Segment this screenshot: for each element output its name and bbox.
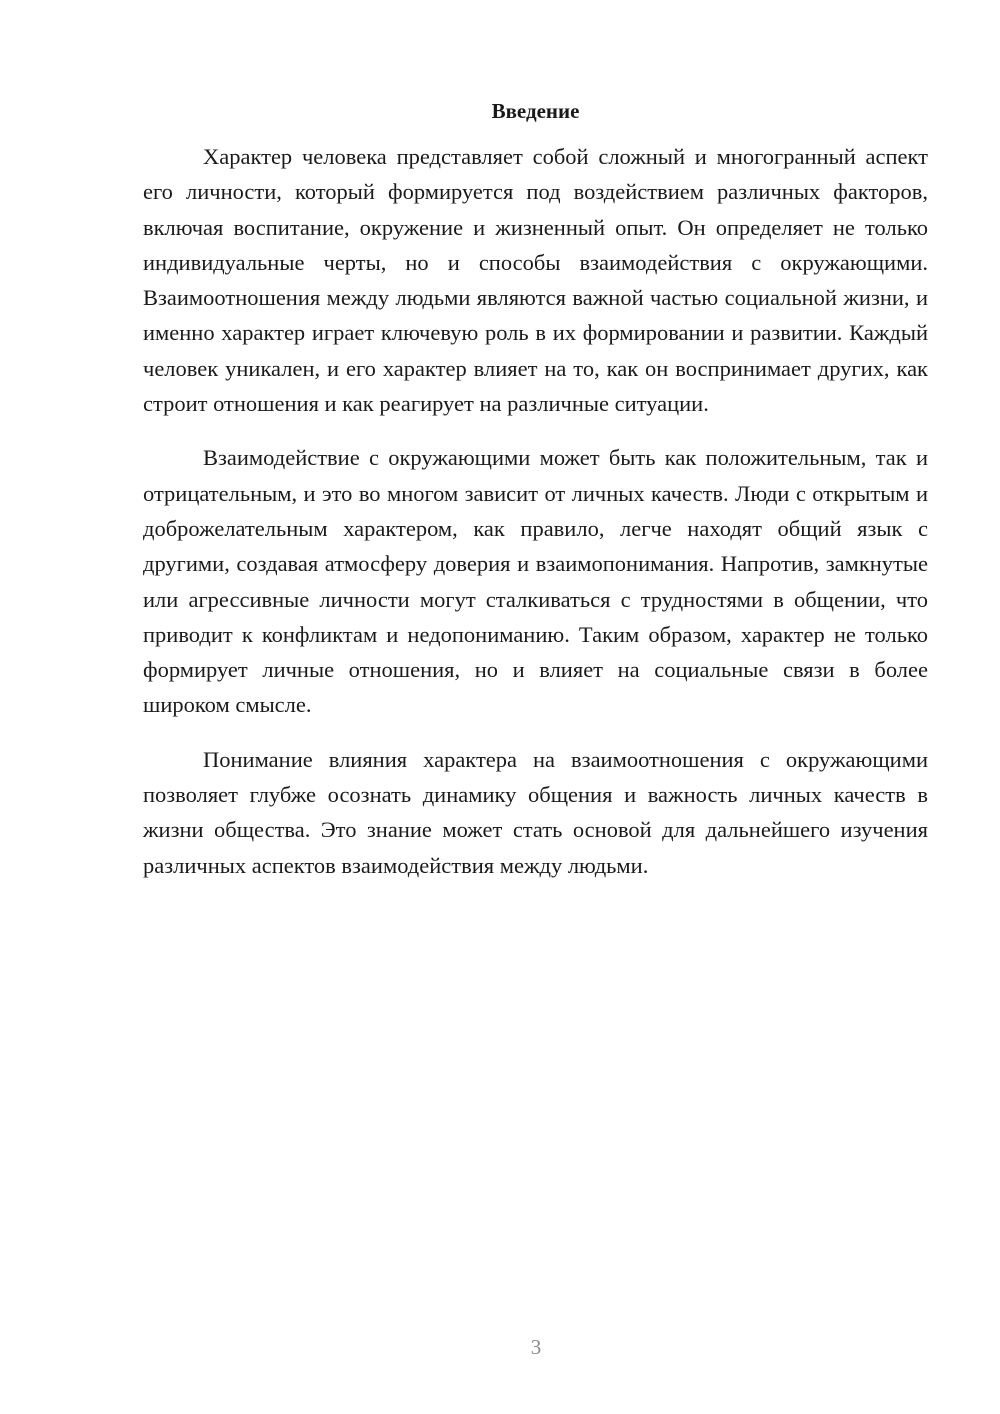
paragraph-1: Характер человека представляет собой сложный и многогранный аспект его личности, который формируется под воздействием различных факторов, включая воспитание, окружение и жизненный опыт. Он определяет не только индивидуальные черты, но и способы взаимодействия с окружающими. Взаимоотношения между людьми являются важной частью социальной жизни, и именно характер играет ключевую роль в их формировании и развитии. Каждый человек уникален, и его характер влияет на то, как он воспринимает других, как строит отношения и как реагирует на различные ситуации. [143,144,928,417]
section-title: Введение [491,99,580,123]
page-number: 3 [530,1335,542,1359]
paragraph-2: Взаимодействие с окружающими может быть как положительным, так и отрицательным, и это во многом зависит от личных качеств. Люди с открытым и доброжелательным характером, как правило, легче находят общий язык с другими, создавая атмосферу доверия и взаимопонимания. Напротив, замкнутые или агрессивные личности могут сталкиваться с трудностями в общении, что приводит к конфликтам и недопониманию. Таким образом, характер не только формирует личные отношения, но и влияет на социальные связи в более широком смысле. [143,445,928,718]
page-content [143,96,928,902]
paragraph-3: Понимание влияния характера на взаимоотношения с окружающими позволяет глубже осознать динамику общения и важность личных качеств в жизни общества. Это знание может стать основой для дальнейшего изучения различных аспектов взаимодействия между людьми. [143,746,928,878]
